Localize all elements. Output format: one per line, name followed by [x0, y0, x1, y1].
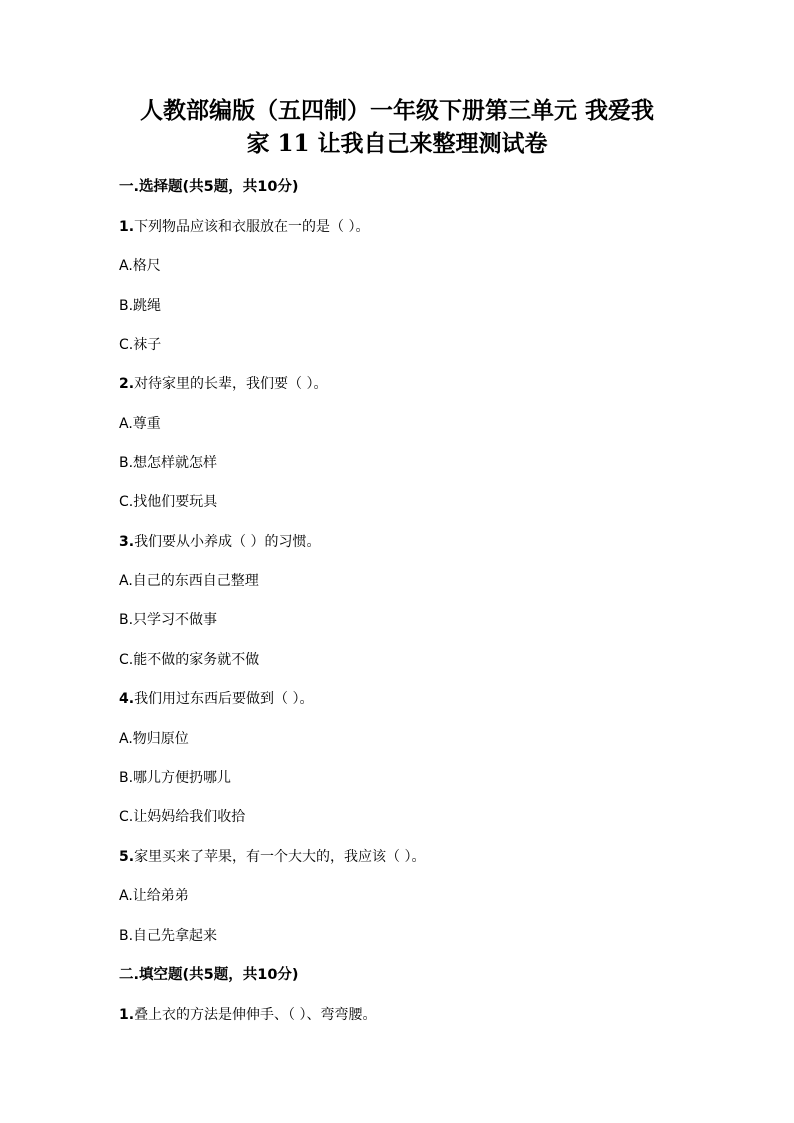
option-b: B.自己先拿起来	[119, 928, 218, 944]
option-b: B.只学习不做事	[119, 612, 218, 628]
option-a: A.物归原位	[119, 731, 189, 747]
question-5	[119, 847, 426, 867]
question-1	[119, 1005, 377, 1025]
question-number: 5.	[119, 849, 135, 865]
page-title-line-2: 家 11 让我自己来整理测试卷	[246, 130, 548, 157]
question-3	[119, 532, 321, 552]
question-text: 叠上衣的方法是伸伸手、（ ）、弯弯腰。	[134, 1007, 377, 1023]
option-c: C.找他们要玩具	[119, 494, 218, 510]
question-text: 对待家里的长辈，我们要（ ）。	[134, 376, 328, 392]
question-number: 4.	[119, 691, 135, 707]
page-title-line-1: 人教部编版（五四制）一年级下册第三单元 我爱我	[139, 97, 654, 124]
question-number: 3.	[119, 534, 135, 550]
question-number: 1.	[119, 1007, 135, 1023]
section-heading-choice: 一.选择题(共5题，共10分)	[119, 179, 299, 195]
question-2	[119, 374, 328, 394]
option-b: B.想怎样就怎样	[119, 455, 218, 471]
question-1	[119, 217, 370, 237]
question-4	[119, 689, 314, 709]
option-b: B.跳绳	[119, 298, 162, 314]
section-heading-fill-blank: 二.填空题(共5题，共10分)	[119, 967, 299, 983]
question-number: 1.	[119, 219, 135, 235]
option-a: A.自己的东西自己整理	[119, 573, 259, 589]
option-c: C.能不做的家务就不做	[119, 652, 260, 668]
option-c: C.袜子	[119, 337, 162, 353]
question-number: 2.	[119, 376, 135, 392]
question-text: 我们要从小养成（ ）的习惯。	[134, 534, 321, 550]
option-b: B.哪儿方便扔哪儿	[119, 770, 232, 786]
option-c: C.让妈妈给我们收拾	[119, 809, 246, 825]
question-text: 家里买来了苹果，有一个大大的，我应该（ ）。	[134, 849, 426, 865]
question-text: 下列物品应该和衣服放在一的是（ ）。	[134, 219, 370, 235]
option-a: A.让给弟弟	[119, 888, 189, 904]
option-a: A.尊重	[119, 416, 161, 432]
option-a: A.格尺	[119, 258, 161, 274]
question-text: 我们用过东西后要做到（ ）。	[134, 691, 314, 707]
